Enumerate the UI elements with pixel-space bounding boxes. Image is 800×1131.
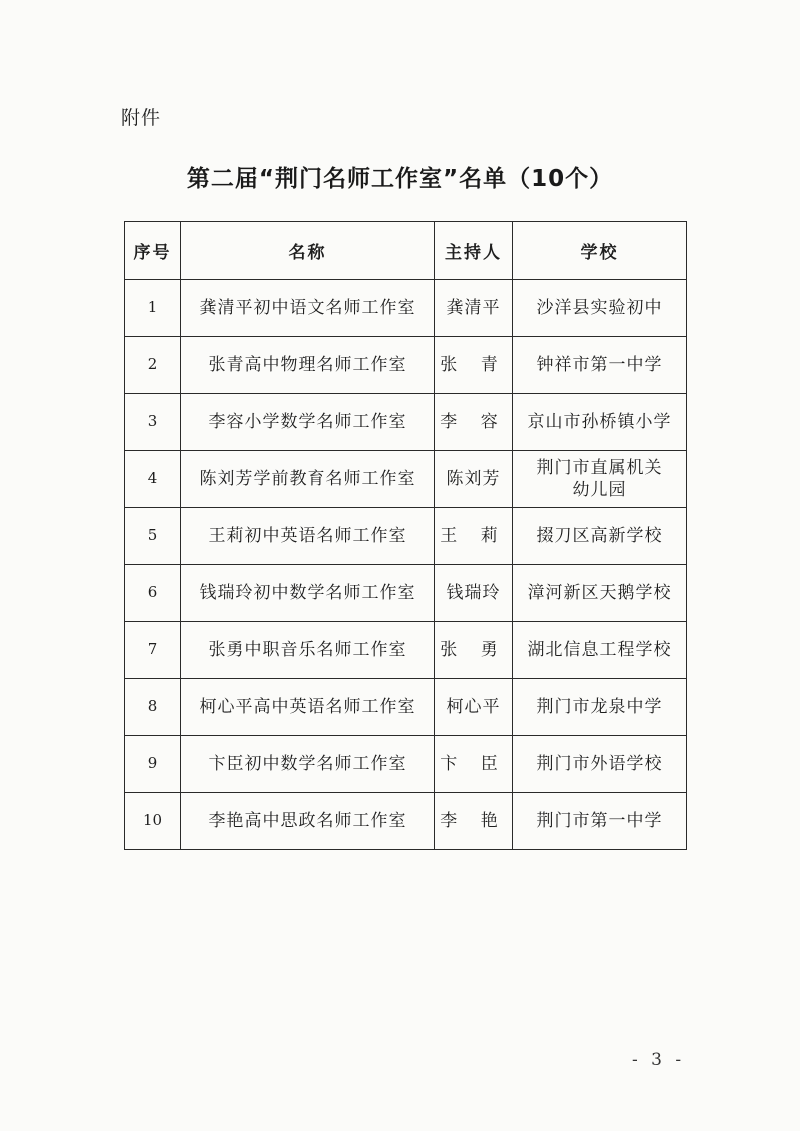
row-school: 漳河新区天鹅学校 bbox=[513, 565, 687, 622]
row-no: 3 bbox=[125, 394, 181, 451]
row-host: 李 艳 bbox=[435, 793, 513, 850]
row-school: 钟祥市第一中学 bbox=[513, 337, 687, 394]
row-studio-name: 卞臣初中数学名师工作室 bbox=[181, 736, 435, 793]
row-studio-name: 柯心平高中英语名师工作室 bbox=[181, 679, 435, 736]
row-school: 掇刀区高新学校 bbox=[513, 508, 687, 565]
attachment-label: 附件 bbox=[121, 107, 162, 129]
table-row bbox=[125, 337, 687, 394]
table-row bbox=[125, 565, 687, 622]
row-studio-name: 张勇中职音乐名师工作室 bbox=[181, 622, 435, 679]
row-school: 沙洋县实验初中 bbox=[513, 280, 687, 337]
row-school: 湖北信息工程学校 bbox=[513, 622, 687, 679]
row-no: 7 bbox=[125, 622, 181, 679]
row-no: 8 bbox=[125, 679, 181, 736]
row-school: 荆门市第一中学 bbox=[513, 793, 687, 850]
row-no: 6 bbox=[125, 565, 181, 622]
table-row bbox=[125, 280, 687, 337]
row-host: 张 勇 bbox=[435, 622, 513, 679]
row-studio-name: 龚清平初中语文名师工作室 bbox=[181, 280, 435, 337]
row-school: 荆门市外语学校 bbox=[513, 736, 687, 793]
row-no: 2 bbox=[125, 337, 181, 394]
table-row bbox=[125, 451, 687, 508]
row-studio-name: 张青高中物理名师工作室 bbox=[181, 337, 435, 394]
row-host: 龚清平 bbox=[435, 280, 513, 337]
page-number: - 3 - bbox=[632, 1050, 686, 1070]
row-school: 荆门市龙泉中学 bbox=[513, 679, 687, 736]
row-school: 荆门市直属机关幼儿园 bbox=[513, 451, 687, 508]
row-studio-name: 陈刘芳学前教育名师工作室 bbox=[181, 451, 435, 508]
row-studio-name: 王莉初中英语名师工作室 bbox=[181, 508, 435, 565]
row-no: 4 bbox=[125, 451, 181, 508]
header-host: 主持人 bbox=[435, 222, 513, 280]
studio-roster-table bbox=[124, 221, 687, 850]
table-row bbox=[125, 736, 687, 793]
row-studio-name: 李艳高中思政名师工作室 bbox=[181, 793, 435, 850]
table-row bbox=[125, 394, 687, 451]
document-title: 第二届“荆门名师工作室”名单（10个） bbox=[186, 166, 614, 192]
table-row bbox=[125, 679, 687, 736]
header-school: 学校 bbox=[513, 222, 687, 280]
row-studio-name: 李容小学数学名师工作室 bbox=[181, 394, 435, 451]
row-host: 柯心平 bbox=[435, 679, 513, 736]
row-host: 李 容 bbox=[435, 394, 513, 451]
row-host: 张 青 bbox=[435, 337, 513, 394]
row-no: 1 bbox=[125, 280, 181, 337]
row-school: 京山市孙桥镇小学 bbox=[513, 394, 687, 451]
table-row bbox=[125, 793, 687, 850]
row-studio-name: 钱瑞玲初中数学名师工作室 bbox=[181, 565, 435, 622]
row-host: 钱瑞玲 bbox=[435, 565, 513, 622]
row-no: 5 bbox=[125, 508, 181, 565]
table-row bbox=[125, 622, 687, 679]
table-header-row bbox=[125, 222, 687, 280]
header-no: 序号 bbox=[125, 222, 181, 280]
header-name: 名称 bbox=[181, 222, 435, 280]
row-no: 9 bbox=[125, 736, 181, 793]
row-host: 王 莉 bbox=[435, 508, 513, 565]
row-host: 卞 臣 bbox=[435, 736, 513, 793]
table-row bbox=[125, 508, 687, 565]
row-no: 10 bbox=[125, 793, 181, 850]
row-host: 陈刘芳 bbox=[435, 451, 513, 508]
